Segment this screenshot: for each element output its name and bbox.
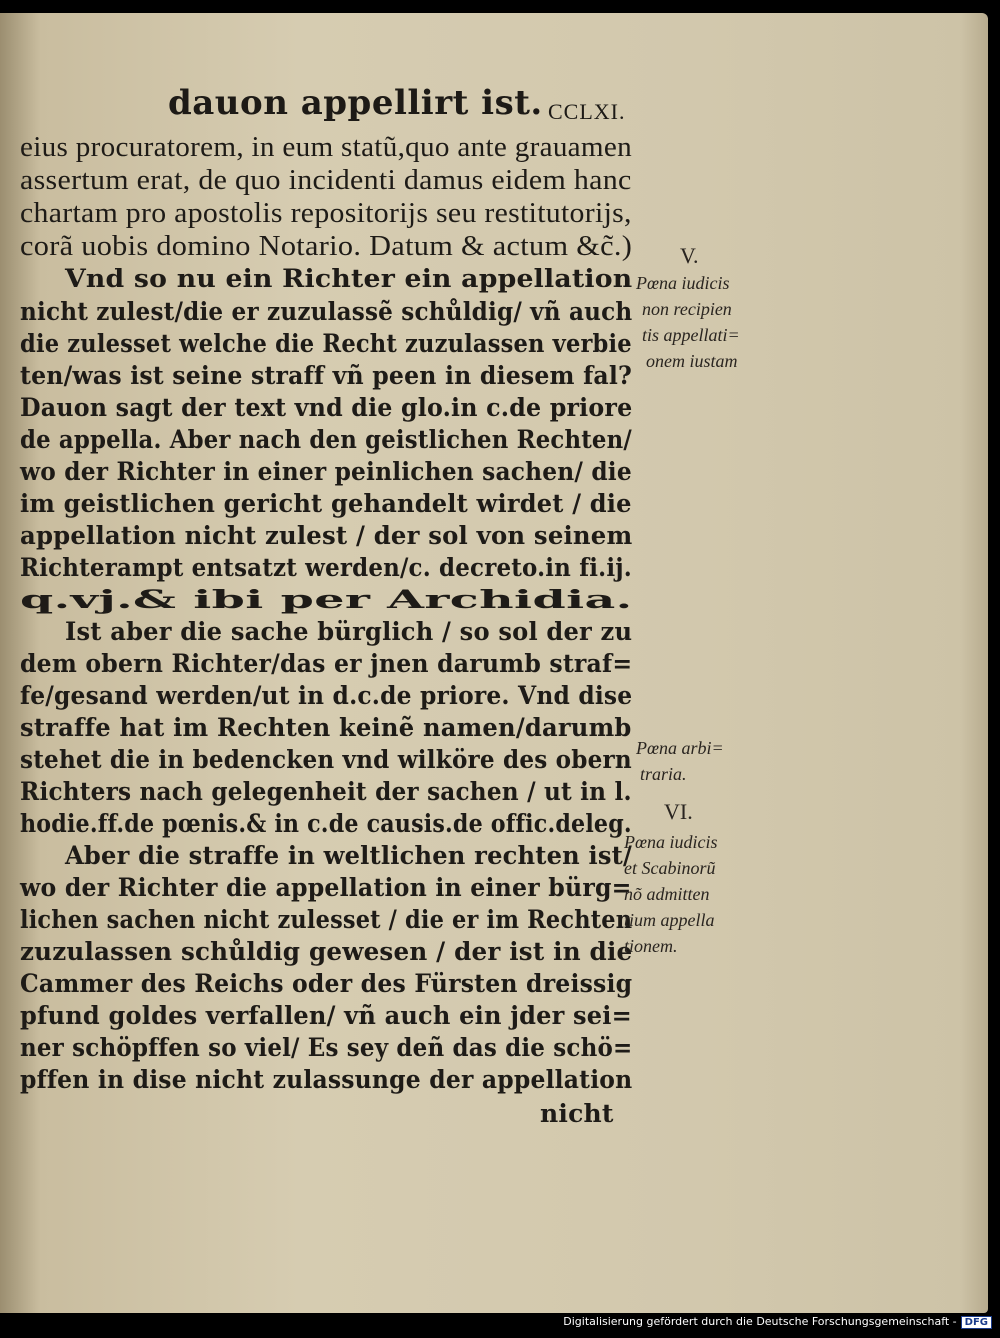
text-line: im geistlichen gericht gehandelt wirdet / die xyxy=(20,489,632,518)
marginal-note-line: Pœna iudicis xyxy=(636,273,730,293)
text-line: de appella. Aber nach den geistlichen Rechten/ xyxy=(20,425,632,454)
marginal-number-v: V. xyxy=(680,243,699,268)
catchword: nicht xyxy=(540,1099,614,1128)
text-line: pffen in dise nicht zulassunge der appellation xyxy=(20,1065,633,1094)
text-line: ner schöpffen so viel/ Es sey deñ das die schö= xyxy=(20,1033,633,1062)
marginal-note-line: tium appella xyxy=(624,910,715,930)
text-line: eius procuratorem, in eum statũ,quo ante grauamen xyxy=(20,131,633,163)
dfg-logo: DFG xyxy=(961,1316,992,1329)
text-line: die zulesset welche die Recht zuzulassen verbie xyxy=(20,329,632,358)
marginal-note-2 xyxy=(636,735,724,787)
digitization-credit xyxy=(563,1315,992,1335)
text-line: Richters nach gelegenheit der sachen / ut in l. xyxy=(20,777,632,806)
marginal-number-vi: VI. xyxy=(664,799,693,824)
text-line: Aber die straffe in weltlichen rechten ist/ xyxy=(65,841,633,870)
book-page xyxy=(0,13,988,1313)
text-line: hodie.ff.de pœnis.& in c.de causis.de offic.deleg. xyxy=(20,809,632,838)
text-line: zuzulassen schůldig gewesen / der ist in die xyxy=(20,937,633,966)
running-head: dauon appellirt ist. xyxy=(168,83,543,123)
marginal-note-line: Pœna arbi= xyxy=(636,738,724,758)
text-line: Richterampt entsatzt werden/c. decreto.in fi.ij. xyxy=(20,553,632,582)
marginal-note-line: et Scabinorũ xyxy=(624,858,716,878)
text-line: ten/was ist seine straff vñ peen in diesem fal? xyxy=(20,361,633,390)
marginal-note-line: tis appellati= xyxy=(642,325,740,345)
text-line: Cammer des Reichs oder des Fürsten dreissig xyxy=(20,969,633,998)
text-line: Ist aber die sache bürglich / so sol der zu xyxy=(65,617,633,646)
marginal-note-line: tionem. xyxy=(624,936,678,956)
marginal-note-line: non recipien xyxy=(642,299,732,319)
folio-number: CCLXI. xyxy=(548,99,626,124)
text-line: pfund goldes verfallen/ vñ auch ein jder sei= xyxy=(20,1001,632,1030)
text-line: straffe hat im Rechten keinẽ namen/darumb xyxy=(20,713,632,742)
marginal-note-line: onem iustam xyxy=(646,351,738,371)
text-line: corã uobis domino Notario. Datum & actum &c̃.) xyxy=(20,230,633,262)
text-line: q.vj.& ibi per Archidia. xyxy=(20,585,633,614)
text-line: stehet die in bedencken vnd wilköre des obern xyxy=(20,745,632,774)
marginal-note-line: nõ admitten xyxy=(624,884,710,904)
text-line: lichen sachen nicht zulesset / die er im Rechten xyxy=(20,905,633,934)
marginal-note-3 xyxy=(624,829,718,959)
marginal-note-line: traria. xyxy=(640,764,687,784)
text-line: Dauon sagt der text vnd die glo.in c.de priore xyxy=(20,393,633,422)
text-line: dem obern Richter/das er jnen darumb straf= xyxy=(20,649,633,678)
marginal-note-1 xyxy=(636,270,740,374)
text-line: fe/gesand werden/ut in d.c.de priore. Vnd dise xyxy=(20,681,633,710)
text-line: chartam pro apostolis repositorijs seu restitutorijs, xyxy=(20,197,632,229)
text-line: wo der Richter die appellation in einer bürg= xyxy=(20,873,632,902)
text-line: wo der Richter in einer peinlichen sachen/ die xyxy=(20,457,632,486)
text-line: Vnd so nu ein Richter ein appellation xyxy=(65,264,633,293)
text-line: appellation nicht zulest / der sol von seinem xyxy=(20,521,633,550)
marginal-note-line: Pœna iudicis xyxy=(624,832,718,852)
credit-text: Digitalisierung gefördert durch die Deutsche Forschungsgemeinschaft - xyxy=(563,1315,957,1328)
text-line: nicht zulest/die er zuzulassẽ schůldig/ vñ auch xyxy=(20,297,633,326)
text-line: assertum erat, de quo incidenti damus eidem hanc xyxy=(20,164,632,196)
